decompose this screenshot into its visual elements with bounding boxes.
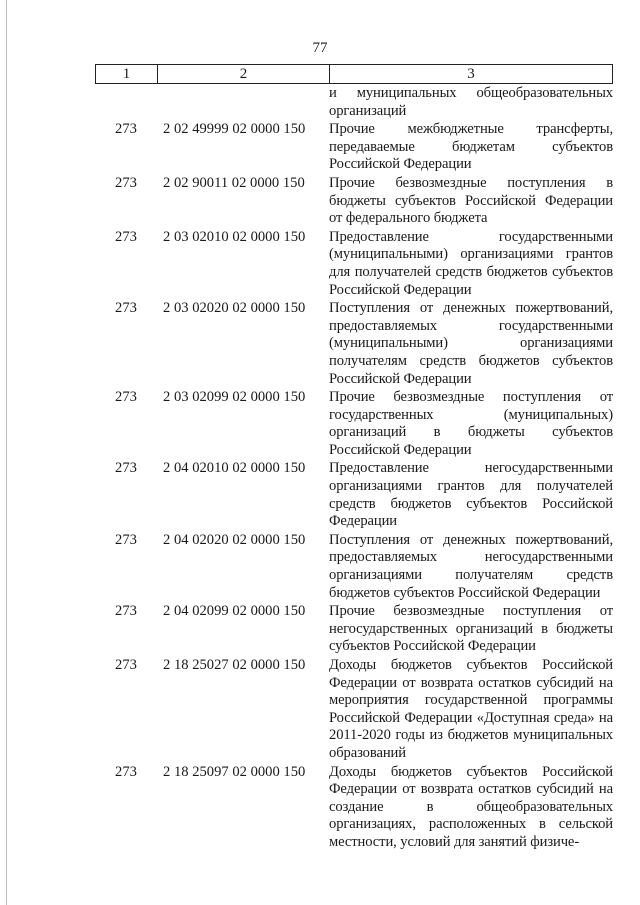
income-description: Прочие межбюджетные трансферты, передаваемые бюджетам субъектов Российской Федерации — [329, 121, 613, 173]
income-description: Предоставление государственными (муниципальными) организациями грантов для получателей средств бюджетов субъектов Российской Федерации — [329, 228, 613, 298]
table-row — [95, 175, 613, 228]
row-container — [95, 121, 613, 851]
income-description: Поступления от денежных пожертвований, предоставляемых государственными (муниципальными) организациями получателям средств бюджетов субъектов Российской Федерации — [329, 300, 613, 387]
budget-code: 2 04 02099 02 0000 150 — [163, 603, 306, 620]
table-row — [95, 460, 613, 530]
header-col-1: 1 — [96, 65, 158, 83]
admin-code: 273 — [115, 531, 137, 548]
income-description: Доходы бюджетов субъектов Российской Федерации от возврата остатков субсидий на создание в общеобразовательных организациях, расположенных в сельской местности, условий для занятий физиче- — [329, 763, 613, 850]
admin-code: 273 — [115, 603, 137, 620]
table-header — [95, 64, 613, 84]
admin-code: 273 — [115, 228, 137, 245]
admin-code: 273 — [115, 389, 137, 406]
table-row — [95, 603, 613, 656]
header-col-2: 2 — [158, 65, 330, 83]
page-number: 77 — [312, 40, 328, 56]
budget-code: 2 04 02020 02 0000 150 — [163, 531, 306, 548]
admin-code: 273 — [115, 174, 137, 191]
admin-code: 273 — [115, 300, 137, 317]
budget-code: 2 02 49999 02 0000 150 — [163, 121, 306, 138]
admin-code: 273 — [115, 121, 137, 138]
table-row — [95, 657, 613, 763]
left-edge-mark — [6, 0, 7, 905]
admin-code: 273 — [115, 763, 137, 780]
table-row — [95, 532, 613, 602]
table-row — [95, 389, 613, 459]
income-description: Прочие безвозмездные поступления в бюджеты субъектов Российской Федерации от федерального бюджета — [329, 174, 613, 227]
budget-code: 2 18 25097 02 0000 150 — [163, 763, 306, 780]
budget-code: 2 03 02099 02 0000 150 — [163, 389, 306, 406]
admin-code: 273 — [115, 657, 137, 673]
budget-code: 2 03 02010 02 0000 150 — [163, 228, 306, 245]
table-row — [95, 300, 613, 388]
continuation-row — [95, 85, 613, 120]
budget-code: 2 18 25027 02 0000 150 — [163, 657, 306, 673]
continuation-text: и муниципальных общеобразовательных организаций — [329, 85, 613, 119]
table-row — [95, 229, 613, 299]
budget-code: 2 02 90011 02 0000 150 — [163, 174, 305, 191]
income-description: Прочие безвозмездные поступления от негосударственных организаций в бюджеты субъектов Российской Федерации — [329, 603, 613, 655]
income-description: Доходы бюджетов субъектов Российской Федерации от возврата остатков субсидий на мероприятия государственной программы Российской Федерации «Доступная среда» на 2011-2020 годы из бюджетов муниципальных образований — [329, 657, 613, 761]
table-body — [95, 85, 613, 853]
income-description: Предоставление негосударственными организациями грантов для получателей средств бюджетов субъектов Российской Федерации — [329, 460, 613, 530]
income-description: Прочие безвозмездные поступления от государственных (муниципальных) организаций в бюджеты субъектов Российской Федерации — [329, 389, 613, 458]
admin-code: 273 — [115, 460, 137, 477]
table-row — [95, 764, 613, 852]
budget-code: 2 03 02020 02 0000 150 — [163, 300, 306, 317]
header-col-3: 3 — [467, 66, 475, 82]
income-description: Поступления от денежных пожертвований, предоставляемых негосударственными организациями получателям средств бюджетов субъектов Российской Федерации — [329, 531, 613, 601]
budget-code: 2 04 02010 02 0000 150 — [163, 460, 306, 477]
table-row — [95, 121, 613, 174]
